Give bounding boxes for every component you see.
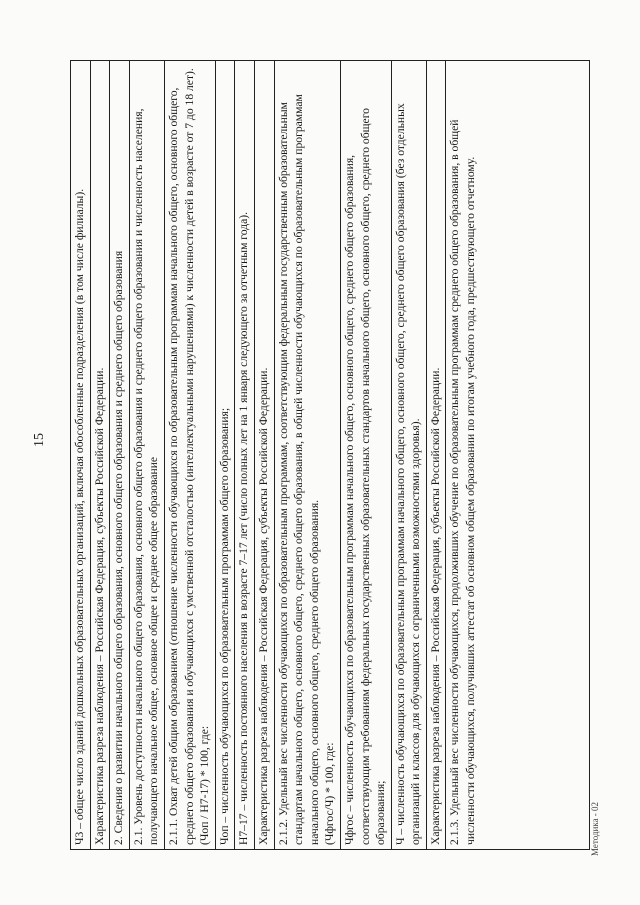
table-row — [130, 61, 165, 849]
table-row — [235, 61, 255, 849]
table-row — [275, 61, 341, 849]
row-text: Характеристика разреза наблюдения – Российская Федерация, субъекты Российской Федерации. — [92, 367, 106, 845]
row-text: 2.1.3. Удельный вес численности обучающихся, продолживших обучение по образовательным программам среднего общего образования, в общей численности обучающихся, получивших аттестат об основном общем образовании по итогам учебного года, предшествующего отчетному. — [448, 119, 478, 845]
table-row — [446, 61, 480, 849]
row-text: 2.1.2. Удельный вес численности обучающихся по образовательным программам, соответствующим федеральным государственным образовательным стандартам начального общего, основного общего, среднего общего образования, в общей численности обучающихся по образовательным программам начального общего, основного общего, среднего общего образования. — [276, 94, 321, 845]
table-row — [427, 61, 447, 849]
formula-text: (Чфгос/Ч) * 100, где: — [323, 742, 337, 845]
table-row — [216, 61, 236, 849]
row-text: Чоп – численность обучающихся по образовательным программам общего образования; — [217, 407, 231, 845]
row-text: Ч – численность обучающихся по образовательным программам начального общего, основного общего, среднего общего образования (без отдельных организаций и классов для обучающихся с ограниченными возможностями здоровья). — [393, 103, 423, 845]
row-text: Характеристика разреза наблюдения – Российская Федерация, субъекты Российской Федерации. — [256, 367, 270, 845]
table-row — [255, 61, 275, 849]
row-text: Чфгос – численность обучающихся по образовательным программам начального общего, основного общего, среднего общего образования, соответствующим требованиям федеральных государственных образовательных стандартов начального общего, основного общего, среднего общего образования; — [342, 108, 388, 845]
indicator-table — [70, 60, 590, 850]
row-text: 2.1.1. Охват детей общим образованием (отношение численности обучающихся по образовательным программам начального общего, основного общего, среднего общего образования и обучающихся с умственной отсталостью (интеллектуальными нарушениями) к численности детей в возрасте от 7 до 18 лет). — [166, 68, 196, 845]
footer-mark: Методика - 02 — [590, 801, 600, 856]
formula-text: (Чоп / Н7-17) * 100, где: — [198, 725, 212, 845]
row-text: Характеристика разреза наблюдения – Российская Федерация, субъекты Российской Федерации. — [428, 367, 442, 845]
table-row — [165, 61, 216, 849]
table-row — [110, 61, 130, 849]
row-text: 2. Сведения о развитии начального общего образования, основного общего образования и среднего общего образования — [112, 250, 126, 845]
page-number: 15 — [32, 433, 47, 447]
row-text: Ч3 – общее число зданий дошкольных образовательных организаций, включая обособленные подразделения (в том числе филиалы). — [73, 188, 86, 845]
row-text: Н7–17 – численность постоянного населения в возрасте 7–17 лет (число полных лет на 1 января следующего за отчетным года). — [237, 211, 251, 845]
table-row — [91, 61, 111, 849]
table-row — [71, 61, 91, 849]
table-row — [341, 61, 392, 849]
table-row — [392, 61, 427, 849]
row-text: 2.1. Уровень доступности начального общего образования, основного общего образования и среднего общего образования и численность населения, получающего начальное общее, основное общее и среднее общее образование — [131, 108, 161, 845]
